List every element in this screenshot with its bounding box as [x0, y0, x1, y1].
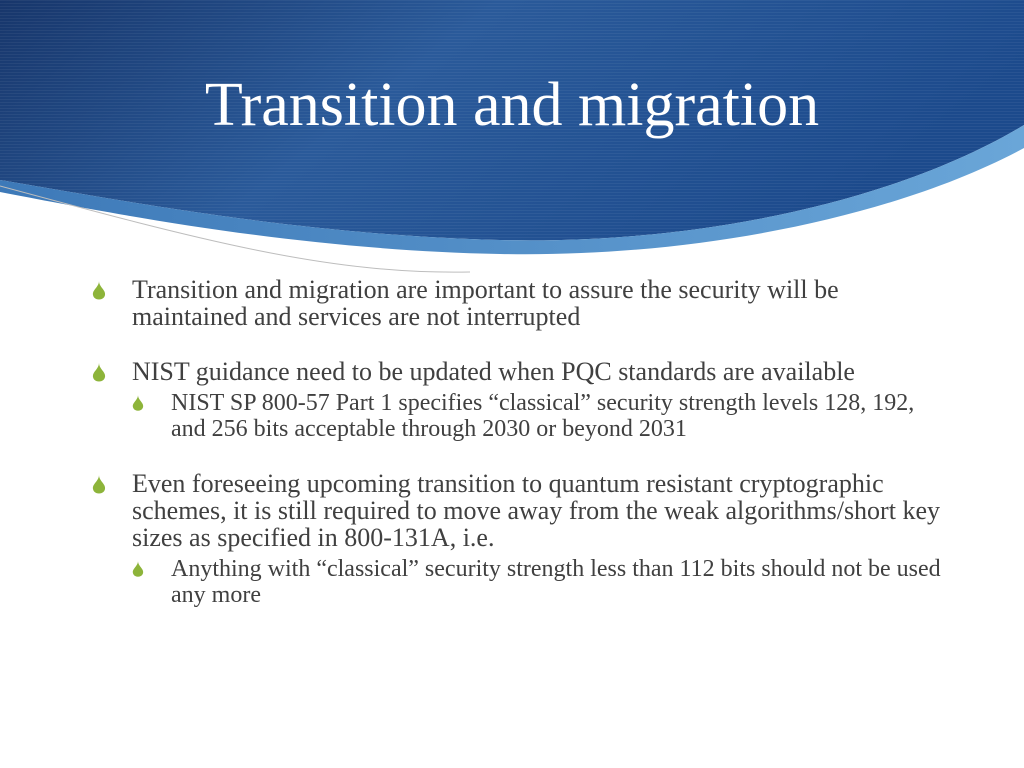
sub-bullet-item [132, 390, 952, 442]
sub-bullet-text: NIST SP 800-57 Part 1 specifies “classical” security strength levels 128, 192, and 256 bits acceptable through 2030 or beyond 2031 [171, 390, 915, 442]
sub-bullet-item [132, 556, 952, 608]
bullet-item [92, 358, 952, 442]
droplet-icon [132, 558, 144, 584]
bullet-text: Even foreseeing upcoming transition to quantum resistant cryptographic schemes, it is still required to move away from the weak algorithms/short key sizes as specified in 800-131A, i.e. [132, 469, 940, 552]
bullet-text: Transition and migration are important to assure the security will be maintained and services are not interrupted [132, 275, 839, 331]
bullet-text: NIST guidance need to be updated when PQC standards are available [132, 357, 855, 386]
header-background [0, 0, 1024, 290]
droplet-icon [132, 392, 144, 418]
bullet-item [92, 470, 952, 608]
sub-bullet-text: Anything with “classical” security strength less than 112 bits should not be used any more [171, 556, 941, 608]
bullet-item [92, 276, 952, 330]
slide-title: Transition and migration [204, 71, 820, 139]
droplet-icon [92, 473, 106, 500]
droplet-icon [92, 361, 106, 388]
bullet-list [92, 276, 952, 636]
droplet-icon [92, 279, 106, 306]
